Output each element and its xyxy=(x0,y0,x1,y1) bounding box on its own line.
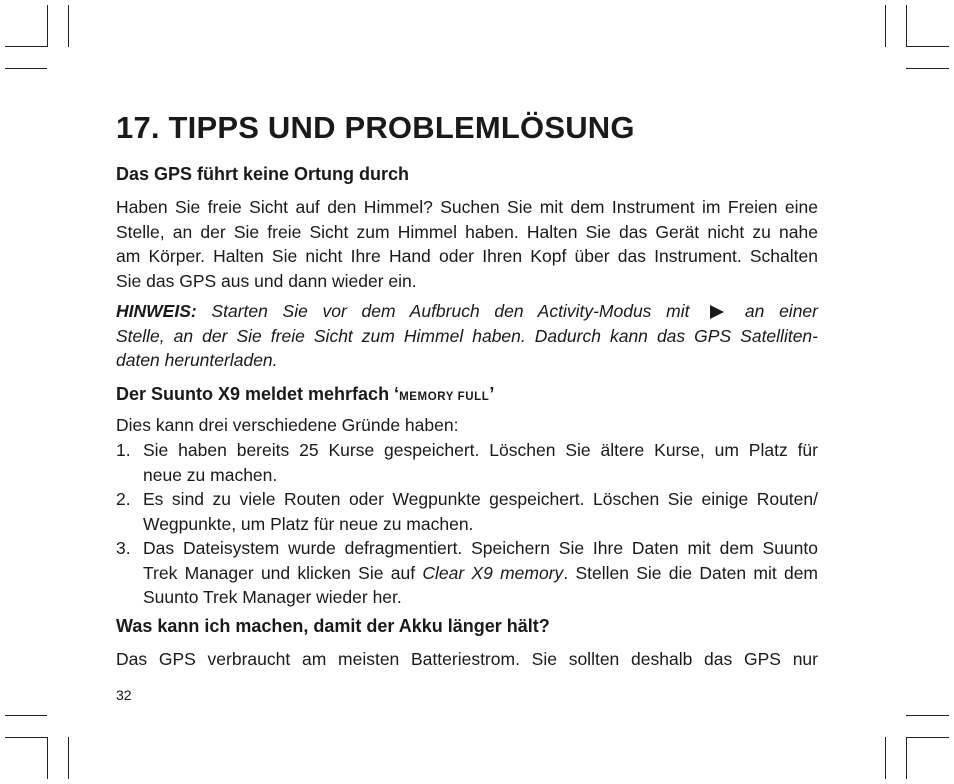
list-item xyxy=(116,487,818,536)
crop-mark xyxy=(68,5,69,47)
play-triangle-icon xyxy=(710,305,724,319)
crop-mark xyxy=(885,5,886,47)
note-block xyxy=(116,299,818,373)
section-heading-memory xyxy=(116,384,494,405)
crop-mark xyxy=(5,46,47,47)
page-number: 32 xyxy=(116,687,132,703)
section-heading-gps: Das GPS führt keine Ortung durch xyxy=(116,164,410,184)
crop-mark xyxy=(5,737,47,738)
crop-mark xyxy=(906,68,949,69)
section-heading-battery: Was kann ich machen, damit der Akku länger hält? xyxy=(116,616,550,636)
list-item xyxy=(116,438,818,487)
note-text: an einer xyxy=(744,301,818,321)
crop-mark xyxy=(47,5,48,47)
reasons-list xyxy=(116,438,818,610)
page-title: 17. TIPPS UND PROBLEMLÖSUNG xyxy=(116,110,635,145)
note-line: Stelle, an der Sie freie Sicht zum Himmel haben. Dadurch kann das GPS Satelliten- xyxy=(116,325,818,346)
crop-mark xyxy=(47,737,48,779)
text-line: am Körper. Halten Sie nicht Ihre Hand oder Ihren Kopf über das Instrument. Schalten xyxy=(116,246,818,266)
note-line xyxy=(116,299,818,324)
text-line: Stelle, an der Sie freie Sicht zum Himmel haben. Halten Sie das Gerät nicht zu nahe xyxy=(116,221,818,242)
text-line: Das GPS verbraucht am meisten Batteriestrom. Sie sollten deshalb das GPS nur xyxy=(116,649,818,669)
text-run: . Stellen Sie die Daten mit dem xyxy=(563,562,819,583)
text-line: Sie das GPS aus und dann wieder ein. xyxy=(116,270,417,291)
list-item xyxy=(116,536,818,610)
list-number: 2. xyxy=(116,489,131,509)
text-run: Trek Manager und klicken Sie auf xyxy=(143,562,423,583)
note-text: Starten Sie vor dem Aufbruch den Activity-Modus mit xyxy=(211,301,690,321)
heading-smallcaps: MEMORY FULL xyxy=(399,391,490,403)
crop-mark xyxy=(68,737,69,779)
list-number: 1. xyxy=(116,440,131,460)
text-line: Wegpunkte, um Platz für neue zu machen. xyxy=(143,513,474,534)
paragraph-battery xyxy=(116,647,818,672)
menu-command: Clear X9 memory xyxy=(422,562,564,583)
paragraph-gps xyxy=(116,195,818,293)
text-line: Das Dateisystem wurde defragmentiert. Speichern Sie Ihre Daten mit dem Suunto xyxy=(143,538,818,558)
text-line: Haben Sie freie Sicht auf den Himmel? Suchen Sie mit dem Instrument im Freien eine xyxy=(116,197,818,217)
text-line xyxy=(143,561,818,586)
heading-text: ’ xyxy=(489,384,495,404)
note-label: HINWEIS: xyxy=(116,301,197,321)
text-line: Es sind zu viele Routen oder Wegpunkte gespeichert. Löschen Sie einige Routen/ xyxy=(143,489,818,509)
paragraph-memory-intro: Dies kann drei verschiedene Gründe haben: xyxy=(116,415,459,435)
crop-mark xyxy=(885,737,886,779)
crop-mark xyxy=(5,68,47,69)
text-line: Suunto Trek Manager wieder her. xyxy=(143,587,402,607)
crop-mark xyxy=(906,715,949,716)
heading-text: Der Suunto X9 meldet mehrfach ‘ xyxy=(116,384,400,404)
list-number: 3. xyxy=(116,538,131,558)
crop-mark xyxy=(906,737,949,738)
text-line: neue zu machen. xyxy=(143,464,278,485)
crop-mark xyxy=(5,715,47,716)
crop-mark xyxy=(906,5,907,47)
note-line: daten herunterladen. xyxy=(116,350,278,370)
crop-mark xyxy=(906,46,949,47)
crop-mark xyxy=(906,737,907,779)
text-line: Sie haben bereits 25 Kurse gespeichert. Löschen Sie ältere Kurse, um Platz für xyxy=(143,440,818,460)
